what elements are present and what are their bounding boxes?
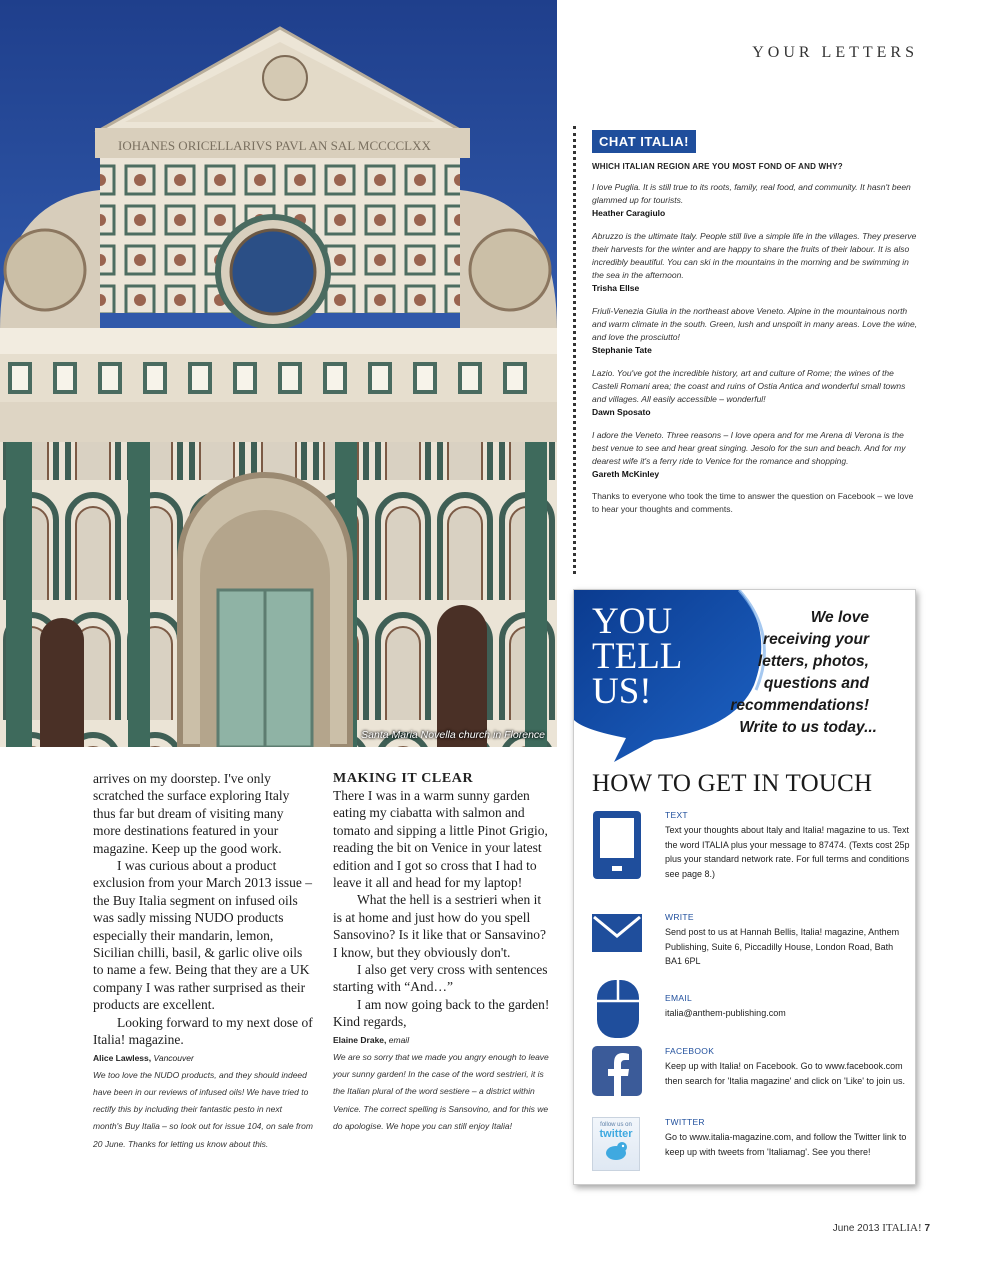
page-footer xyxy=(833,1222,930,1234)
photo-caption: Santa Maria Novella church in Florence xyxy=(361,729,545,741)
editor-reply: We are so sorry that we made you angry enough to leave your sunny garden! In the case of the word sestrieri, it is the Italian plural of the word sestiere – a district within Venice. The correct spelling is Sansovino, and for this we do apologise. We hope you can still enjoy Italia! xyxy=(333,1051,549,1131)
church-photo xyxy=(0,0,557,747)
editor-reply: We too love the NUDO products, and they should indeed have been in our reviews of infused oils! We have tried to rectify this by including their fantastic pesto in next month's Buy Italia – so look out for issue 104, on sale from 20 June. Thanks for letting us know about this. xyxy=(93,1069,313,1149)
facebook-icon[interactable] xyxy=(592,1046,642,1096)
promo-line: letters, photos, xyxy=(757,653,869,670)
letter-author: Elaine Drake, xyxy=(333,1034,387,1045)
twitter-badge-small: follow us on xyxy=(600,1122,632,1128)
answer-author: Trisha Ellse xyxy=(592,283,640,293)
chat-answer xyxy=(592,305,918,357)
method-label: EMAIL xyxy=(665,993,693,1003)
letter-title: MAKING IT CLEAR xyxy=(333,771,474,786)
answer-quote: Friuli-Venezia Giulia in the northeast above Veneto. Alpine in the mountainous north and warm climate in the south. Green, lush and unspoilt in many areas. Love the wine, and love the prosciutto! xyxy=(592,306,918,342)
contact-box xyxy=(573,589,916,1185)
magazine-brand: ITALIA! xyxy=(882,1222,922,1234)
chat-answer xyxy=(592,181,918,220)
method-label: TWITTER xyxy=(665,1117,705,1127)
answer-author: Heather Caragiulo xyxy=(592,208,666,218)
contact-method-write xyxy=(592,912,912,982)
letter-paragraph: What the hell is a sestrieri when it is at home and just how do you spell Sansovino? Is it like that or Sansavino? I know, but they obviously don't. xyxy=(333,892,546,960)
computer-mouse-icon xyxy=(596,979,640,1039)
answer-quote: Abruzzo is the ultimate Italy. People still live a simple life in the villages. They preserve their harvests for the winter and are happy to share the fruits of their labour. It is also incredibly beautiful. You can ski in the mountains in the morning and be swimming in the sea in the afternoon. xyxy=(592,231,917,280)
letter-column-2 xyxy=(333,770,553,1135)
letter-paragraph: Looking forward to my next dose of Italia! magazine. xyxy=(93,1014,313,1048)
answer-quote: I love Puglia. It is still true to its roots, family, real food, and community. It hasn't been glammed up for tourists. xyxy=(592,182,911,205)
promo-line: receiving your xyxy=(763,631,869,648)
method-label: FACEBOOK xyxy=(665,1046,715,1056)
letter-signoff xyxy=(333,1034,553,1047)
letter-location: Vancouver xyxy=(153,1052,194,1063)
answer-author: Stephanie Tate xyxy=(592,345,652,355)
letter-author: Alice Lawless, xyxy=(93,1052,152,1063)
issue-date: June 2013 xyxy=(832,1223,880,1234)
method-text: Send post to us at Hannah Bellis, Italia! magazine, Anthem Publishing, Suite 6, Piccadilly House, London Road, Bath BA1 6PL xyxy=(665,927,900,966)
twitter-bird-icon xyxy=(603,1140,629,1162)
chat-italia-panel xyxy=(573,126,918,574)
envelope-icon xyxy=(592,914,642,952)
you-tell-us-title xyxy=(592,601,683,712)
letter-paragraph: I was curious about a product exclusion from your March 2013 issue – the Buy Italia segment on infused oils was sadly missing NUDO products especially their mandarin, lemon, Sicilian chilli, basil, & garlic olive oils to name a few. Being that they are a UK company I was rather surprised as their products are excellent. xyxy=(93,858,312,1013)
mobile-phone-icon xyxy=(592,810,642,880)
letter-paragraph: There I was in a warm sunny garden eating my ciabatta with salmon and tomato and sipping a little Pinot Grigio, reading the bit on Venice in your latest edition and I got so cross that I had to leave it all and head for my laptop! xyxy=(333,788,548,891)
email-address[interactable]: italia@anthem-publishing.com xyxy=(665,1008,786,1018)
chat-answer xyxy=(592,230,918,295)
chat-thanks: Thanks to everyone who took the time to answer the question on Facebook – we love to hear your thoughts and comments. xyxy=(592,491,914,514)
twitter-badge-word: twitter xyxy=(599,1128,633,1140)
chat-answer xyxy=(592,367,918,419)
you-tell-us-line: YOU xyxy=(592,601,673,642)
letter-paragraph: I also get very cross with sentences starting with “And…” xyxy=(333,962,548,995)
section-title: YOUR LETTERS xyxy=(752,44,918,61)
answer-quote: I adore the Veneto. Three reasons – I love opera and for me Arena di Verona is the best venue to see and hear great singing. Jesolo for the sun and beach. And for my dearest wife it's a ferry ride to Venice for the romance and shopping. xyxy=(592,430,906,466)
how-to-get-in-touch-heading: HOW TO GET IN TOUCH xyxy=(592,770,873,797)
chat-italia-badge: CHAT ITALIA! xyxy=(592,130,696,153)
method-text: Text your thoughts about Italy and Italia! magazine to us. Text the word ITALIA plus your message to 87474. (Texts cost 25p plus your standard network rate. For full terms and conditions see page 8.) xyxy=(665,825,910,879)
answer-author: Dawn Sposato xyxy=(592,407,651,417)
letter-signoff xyxy=(93,1052,313,1065)
contact-method-twitter xyxy=(592,1117,912,1179)
letter-paragraph: arrives on my doorstep. I've only scratched the surface exploring Italy thus far but dream of visiting many more destinations featured in your magazine. Keep up the good work. xyxy=(93,771,290,856)
church-facade-illustration xyxy=(0,0,557,747)
svg-text:IOHANES ORICELLARIVS PAVL AN S: IOHANES ORICELLARIVS PAVL AN SAL MCCCCLXX xyxy=(118,138,431,153)
method-text: Keep up with Italia! on Facebook. Go to www.facebook.com then search for 'Italia magazine' and click on 'Like' to join us. xyxy=(665,1061,906,1086)
letter-body xyxy=(93,770,313,1049)
chat-question: WHICH ITALIAN REGION ARE YOU MOST FOND OF AND WHY? xyxy=(592,162,843,171)
chat-answer xyxy=(592,429,918,481)
twitter-badge-icon[interactable] xyxy=(592,1117,640,1171)
letter-column-1 xyxy=(93,770,313,1153)
method-text: Go to www.italia-magazine.com, and follow the Twitter link to keep up with tweets from 'Italiamag'. See you there! xyxy=(665,1132,907,1157)
page-number: 7 xyxy=(924,1223,930,1234)
method-label: TEXT xyxy=(665,810,688,820)
promo-line: recommendations! xyxy=(730,697,869,714)
letter-body xyxy=(333,787,553,1031)
promo-text xyxy=(689,607,877,739)
promo-line: Write to us today... xyxy=(739,719,877,736)
answer-quote: Lazio. You've got the incredible history, art and culture of Rome; the wines of the Casteli Romani area; the coast and ruins of Ostia Antica and wonderful small towns and villages. All easily accessible – wonderful! xyxy=(592,368,906,404)
contact-method-text xyxy=(592,810,912,900)
contact-method-facebook xyxy=(592,1046,912,1116)
promo-line: We love xyxy=(810,609,869,626)
you-tell-us-line: US! xyxy=(592,671,652,712)
you-tell-us-line: TELL xyxy=(592,636,683,677)
answer-author: Gareth McKinley xyxy=(592,469,660,479)
letter-paragraph: I am now going back to the garden! Kind regards, xyxy=(333,996,550,1030)
letter-location: email xyxy=(388,1034,410,1045)
method-label: WRITE xyxy=(665,912,694,922)
promo-line: questions and xyxy=(763,675,869,692)
